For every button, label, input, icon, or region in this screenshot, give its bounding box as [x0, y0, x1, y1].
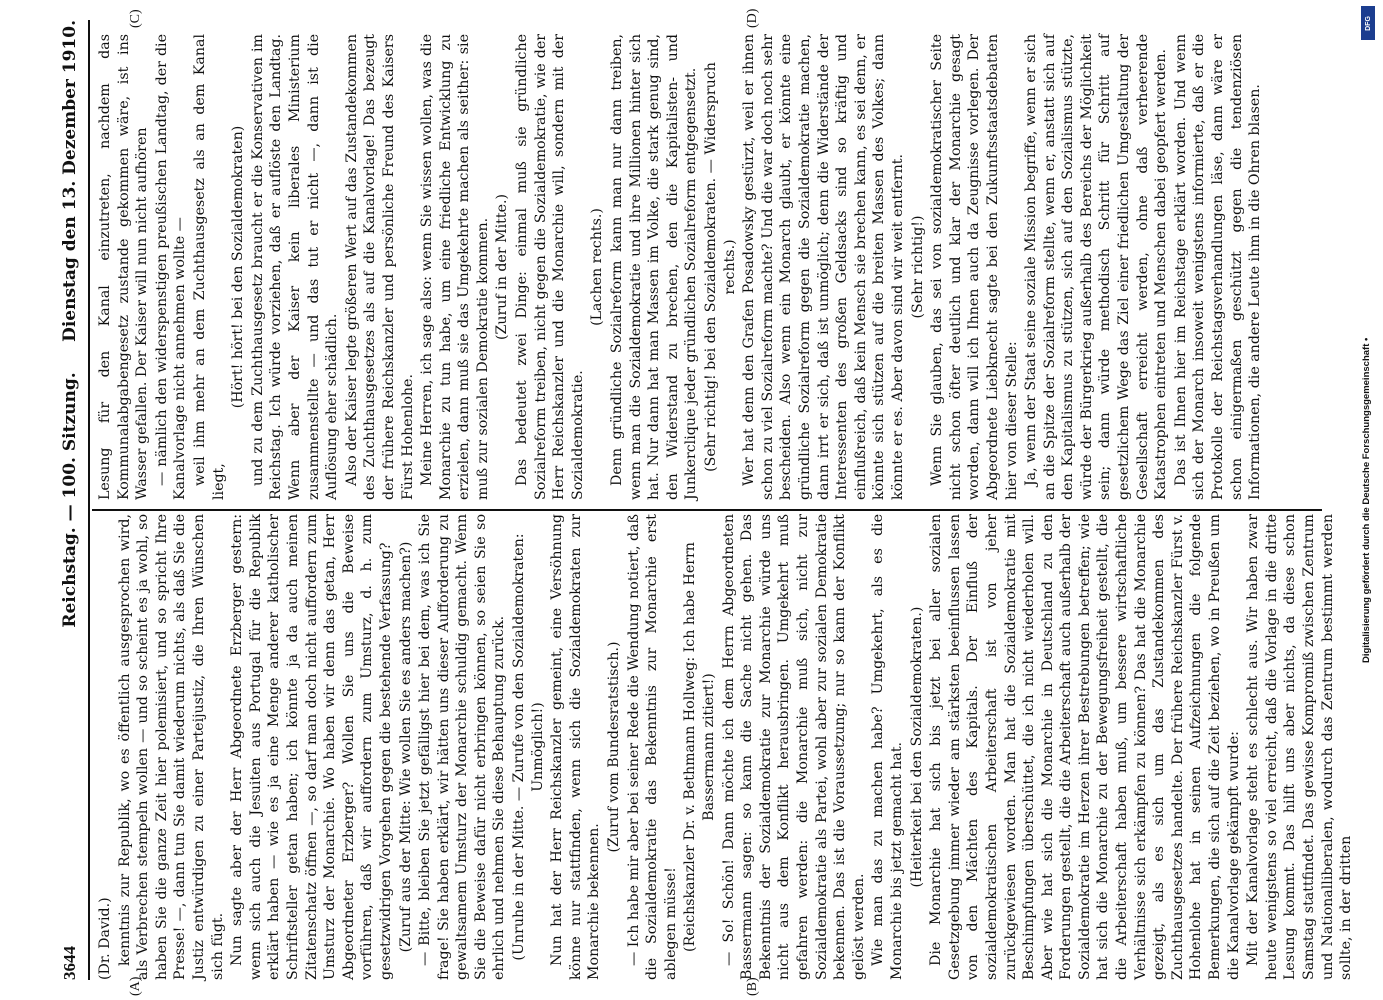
page-header [58, 20, 90, 980]
paragraph: Also der Kaiser legte größeren Wert auf das Zustandekommen des Zuchthausgesetzes als auf die Kanalvorlage! Das bezeugt der frühere Reichskanzler und persönliche Freund des Kaisers Fürst Hohenlohe. [343, 34, 416, 500]
paragraph: (Dr. David.) [97, 897, 113, 980]
column-divider [92, 509, 1322, 511]
left-text-column [96, 514, 1355, 980]
interjection: (Lachen rechts.) [589, 208, 606, 326]
digitization-note-text: Digitalisierung gefördert durch die Deutsche Forschungsgemeinschaft • [1361, 337, 1372, 663]
margin-marker-d: (D) [745, 8, 760, 28]
paragraph: Die Monarchie hat sich bis jetzt bei aller sozialen Gesetzgebung immer wieder am stärksten beeinflussen lassen von den Mächten des Kapitals. Der Einfluß der sozialdemokratischen Arbeiterschaft ist von jeher zurückgewiesen worden. Man hat die Sozialdemokratie mit Beschimpfungen überschüttet, die ich nicht wiederholen will. Aber wie hat sich die Monarchie in Deutschland zu den Forderungen gestellt, die die Arbeiterschaft auch außerhalb der Sozialdemokratie im Herzen ihrer Bestrebungen betreffen; wie hat sich die Monarchie zu der Bewegungsfreiheit gestellt, die die Arbeiterschaft haben muß, um bessere wirtschaftliche Verhältnisse sich erkämpfen zu können? Das hat die Monarchie gezeigt, als es sich um das Zustandekommen des Zuchthausgesetzes handelte. Der frühere Reichskanzler Fürst v. Hohenlohe hat in seinen Aufzeichnungen die folgende Bemerkungen, die sich auf die Zeit beziehen, wo in Preußen um die Kanalvorlage gekämpft wurde: [928, 514, 1242, 980]
paragraph: Wenn Sie glauben, das sei von sozialdemokratischer Seite nicht schon öfter deutlich und klar der Monarchie gesagt worden, dann will ich Ihnen auch da Zeugnisse vorlegen. Der Abgeordnete Liebknecht sagte bei den Zukunftsstaatsdebatten hier von dieser Stelle: [929, 34, 1020, 500]
interjection: (Zuruf aus der Mitte: Wie wollen Sie es anders machen?) [397, 541, 414, 953]
paragraph: — So! Schön! Dann möchte ich dem Herrn Abgeordneten Bassermann sagen: so kann die Sache nicht gehen. Das Bekenntnis der Sozialdemokratie zur Monarchie würde uns nicht aus dem Konflikt herausbringen. Umgekehrt muß gefahren werden: die Monarchie muß sich, nicht zur Sozialdemokratie als Partei, wohl aber zur sozialen Demokratie bekennen. Das ist die Voraussetzung; nur so kann der Konflikt gelöst werden. [720, 514, 867, 980]
paragraph: Denn gründliche Sozialreform kann man nur dann treiben, wenn man die Sozialdemokratie und ihre Millionen hinter sich hat. Nur dann hat man Massen im Volke, die stark genug sind, den Widerstand zu brechen, den die Kapitalisten- und Junkerclique jeder gründlichen Sozialreform entgegensetzt. [609, 34, 700, 500]
session-date: Dienstag den 13. Dezember 1910. [60, 20, 80, 342]
right-text-column [96, 34, 1321, 500]
margin-marker-a: (A) [128, 976, 143, 996]
paragraph: kenntnis zur Republik, wo es öffentlich ausgesprochen wird, als Verbrechen stempeln wollen — und so scheint es ja wohl, so haben Sie die ganze Zeit hier polemisiert, und so spricht Ihre Presse! —, dann tun Sie damit wiederum nichts, als daß Sie die Justiz entwürdigen zu einer Parteijustiz, die Ihren Wünschen sich fügt. [116, 514, 226, 980]
interjection: (Reichskanzler Dr. v. Bethmann Hollweg: Ich habe Herrn Bassermann zitiert!) [682, 542, 717, 952]
paragraph: Mit der Kanalvorlage steht es schlecht aus. Wir haben zwar heute wenigstens so viel erreicht, daß die Vorlage in die dritte Lesung kommt. Das hilft uns aber nichts, da diese schon Samstag stattfindet. Das gewisse Kompromiß zwischen Zentrum und Nationalliberalen, wodurch das Zentrum bestimmt werden sollte, in der dritten [1245, 514, 1355, 980]
paragraph: weil ihm mehr an dem Zuchthausgesetz als an dem Kanal liegt, [191, 34, 227, 500]
interjection: (Heiterkeit bei den Sozialdemokraten.) [908, 606, 925, 888]
paragraph: — Ich habe mir aber bei seiner Rede die Wendung notiert, daß die Sozialdemokratie das Bekenntnis zur Monarchie erst ablegen müsse! [625, 514, 679, 980]
paragraph: Das bedeutet zwei Dinge: einmal muß sie gründliche Sozialreform treiben, nicht gegen die Sozialdemokratie, wie der Herr Reichskanzler und die Monarchie will, sondern mit der Sozialdemokratie. [514, 34, 586, 500]
paragraph: — nämlich den widerspenstigen preußischen Landtag, der die Kanalvorlage nicht annehmen wollte — [153, 34, 189, 500]
interjection: (Unruhe in der Mitte. — Zurufe von den Sozialdemokraten: Unmöglich!) [511, 533, 546, 961]
paragraph: Lesung für den Kanal einzutreten, nachdem das Kommunalabgabengesetz zustande gekommen wäre, ist ins Wasser gefallen. Der Kaiser will nun nicht aufhören [97, 34, 151, 500]
interjection: (Zuruf vom Bundesratstisch.) [606, 641, 623, 853]
paragraph: Nun hat der Herr Reichskanzler gemeint, eine Versöhnung könne nur stattfinden, wenn sich die Sozialdemokraten zur Monarchie bekennen. [549, 514, 603, 980]
paragraph: Das ist Ihnen hier im Reichstage erklärt worden. Und wenn sich der Monarch insoweit wenigstens informierte, daß er die Protokolle der Reichstagsverhandlungen läse, dann wäre er schon einigermaßen geschützt gegen die tendenziösen Informationen, die andere Leute ihm in die Ohren blasen. [1172, 34, 1264, 500]
interjection: (Sehr richtig!) [909, 215, 926, 319]
paragraph: Meine Herren, ich sage also: wenn Sie wissen wollen, was die Monarchie zu tun habe, um eine friedliche Entwicklung zu erzielen, dann muß sie das Umgekehrte machen als seither: sie muß zur sozialen Demokratie kommen. [419, 34, 491, 500]
paragraph: — Bitte, bleiben Sie jetzt gefälligst hier bei dem, was ich Sie frage! Sie haben erklärt, wir hätten uns dieser Aufforderung zu gewaltsamem Umsturz der Monarchie schuldig gemacht. Wenn Sie die Beweise dafür nicht erbringen können, so seien Sie so ehrlich und nehmen Sie diese Behauptung zurück. [417, 514, 508, 980]
dfg-logo: DFG [1361, 6, 1375, 40]
interjection: (Sehr richtig! bei den Sozialdemokraten. — Widerspruch rechts.) [703, 62, 738, 472]
paragraph: Wie man das zu machen habe? Umgekehrt, als es die Monarchie bis jetzt gemacht hat. [870, 514, 905, 980]
paragraph: und zu dem Zuchthausgesetz braucht er die Konservativen im Reichstag. Ich würde vorziehen, daß er auflöste den Landtag. Wenn aber der Kaiser kein liberales Ministerium zusammenstellte — und das tut er nicht —, dann ist die Auflösung eher schädlich. [249, 34, 341, 500]
session-title: Reichstag. — 100. Sitzung. [60, 372, 80, 628]
digitization-note [1361, 0, 1375, 1000]
interjection: (Zuruf in der Mitte.) [494, 193, 511, 341]
paragraph: Wer hat denn den Grafen Posadowsky gestürzt, weil er ihnen schon zu viel Sozialreform machte? Und die war doch noch sehr bescheiden. Also wenn ein Monarch glaubt, er könnte eine gründliche Sozialreform gegen die Sozialdemokratie machen, dann irrt er sich, daß ist unmöglich; denn die Widerstände der Interessenten des großen Geldsacks sind so kräftig und einflußreich, daß kein Mensch sie brechen kann, es sei denn, er könnte sich stützen auf die breiten Massen des Volkes; dann könnte er es. Aber davon sind wir weit entfernt. [741, 34, 906, 500]
margin-marker-b: (B) [745, 977, 760, 996]
paragraph: Ja, wenn der Staat seine soziale Mission begriffe, wenn er sich an die Spitze der Sozialreform stellte, wenn er, anstatt sich auf den Kapitalismus zu stützen, sich auf den Sozialismus stützte, würde der Bürgerkrieg außerhalb des Bereichs der Möglichkeit sein; dann würde methodisch Schritt für Schritt auf gesetzlichem Wege das Ziel einer friedlichen Umgestaltung der Gesellschaft erreicht werden, ohne daß verheerende Katastrophen eintreten und Menschen dabei geopfert werden. [1023, 34, 1170, 500]
interjection: (Hört! hört! bei den Sozialdemokraten) [230, 125, 247, 409]
page-number: 3644 [60, 946, 79, 980]
paragraph: Nun sagte aber der Herr Abgeordnete Erzberger gestern: wenn sich auch die Jesuiten aus Portugal für die Republik erklärt haben — wie es ja eine Menge anderer katholischer Schriftsteller getan haben; ich könnte ja da auch meinen Zitatenschatz öffnen —, so darf man doch nicht auffordern zum Umsturz der Monarchie. Wo haben wir denn das getan, Herr Abgeordneter Erzberger? Wollen Sie uns die Beweise vorführen, daß wir auffordern zum Umsturz, d. h. zum gesetzwidrigen Vorgehen gegen die bestehende Verfassung? [229, 514, 394, 980]
margin-marker-c: (C) [128, 9, 143, 28]
